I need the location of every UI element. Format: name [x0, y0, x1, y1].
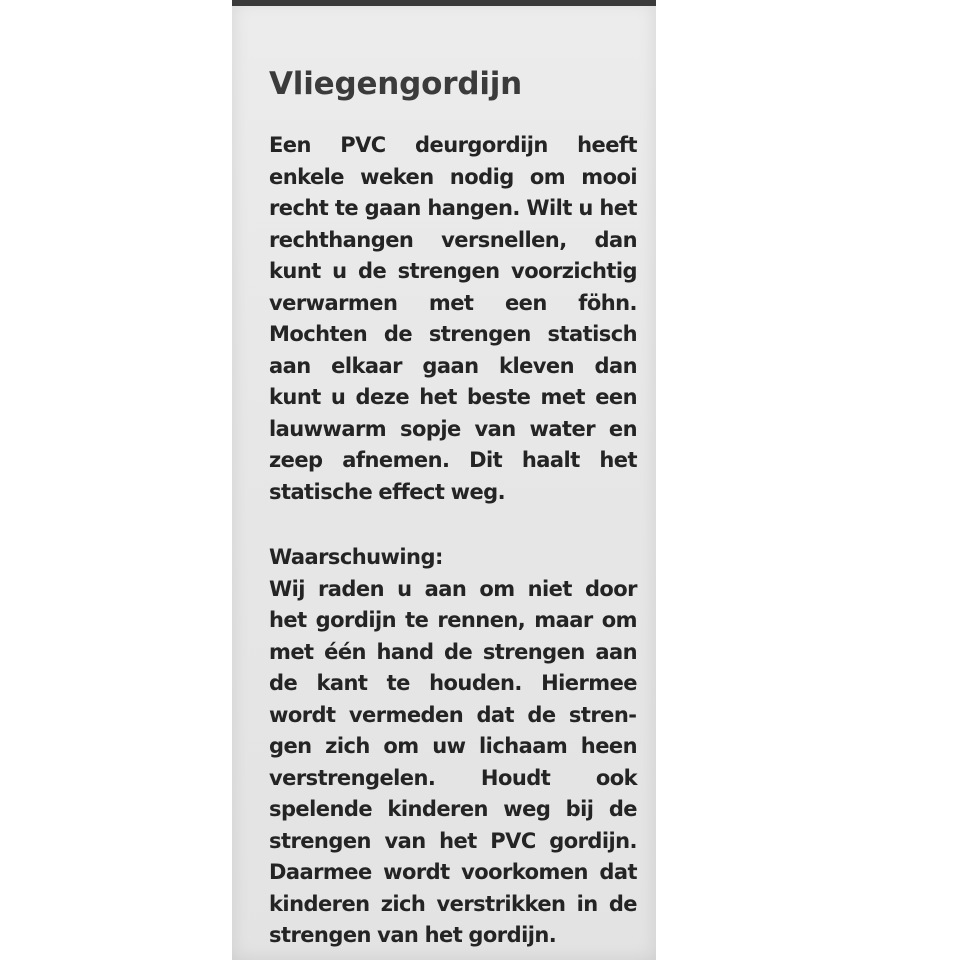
top-border	[232, 0, 656, 6]
warning-paragraph: Wij raden u aan om niet door het gordijn te rennen, maar om met één hand de strengen aan de kant te houden. Hiermee wordt vermeden dat de strengen zich om uw lichaam heen verstrengelen. Houdt ook spelende kinderen weg bij de strengen van het PVC gordijn. Daarmee wordt voorkomen dat kinderen zich verstrikken in de strengen van het gordijn.	[269, 576, 637, 947]
article-title: Vliegengordijn	[269, 66, 523, 102]
paper-clipping	[232, 0, 656, 960]
warning-heading: Waarschuwing:	[269, 545, 443, 569]
warning-section	[269, 542, 637, 952]
intro-paragraph: Een PVC deurgordijn heeft enkele weken nodig om mooi recht te gaan hangen. Wilt u het rechthangen versnellen, dan kunt u de strengen voorzichtig verwarmen met een föhn. Mochten de strengen statisch aan elkaar gaan kleven dan kunt u deze het beste met een lauwwarm sopje van water en zeep afnemen. Dit haalt het statische effect weg.	[269, 133, 637, 504]
article	[269, 64, 637, 952]
